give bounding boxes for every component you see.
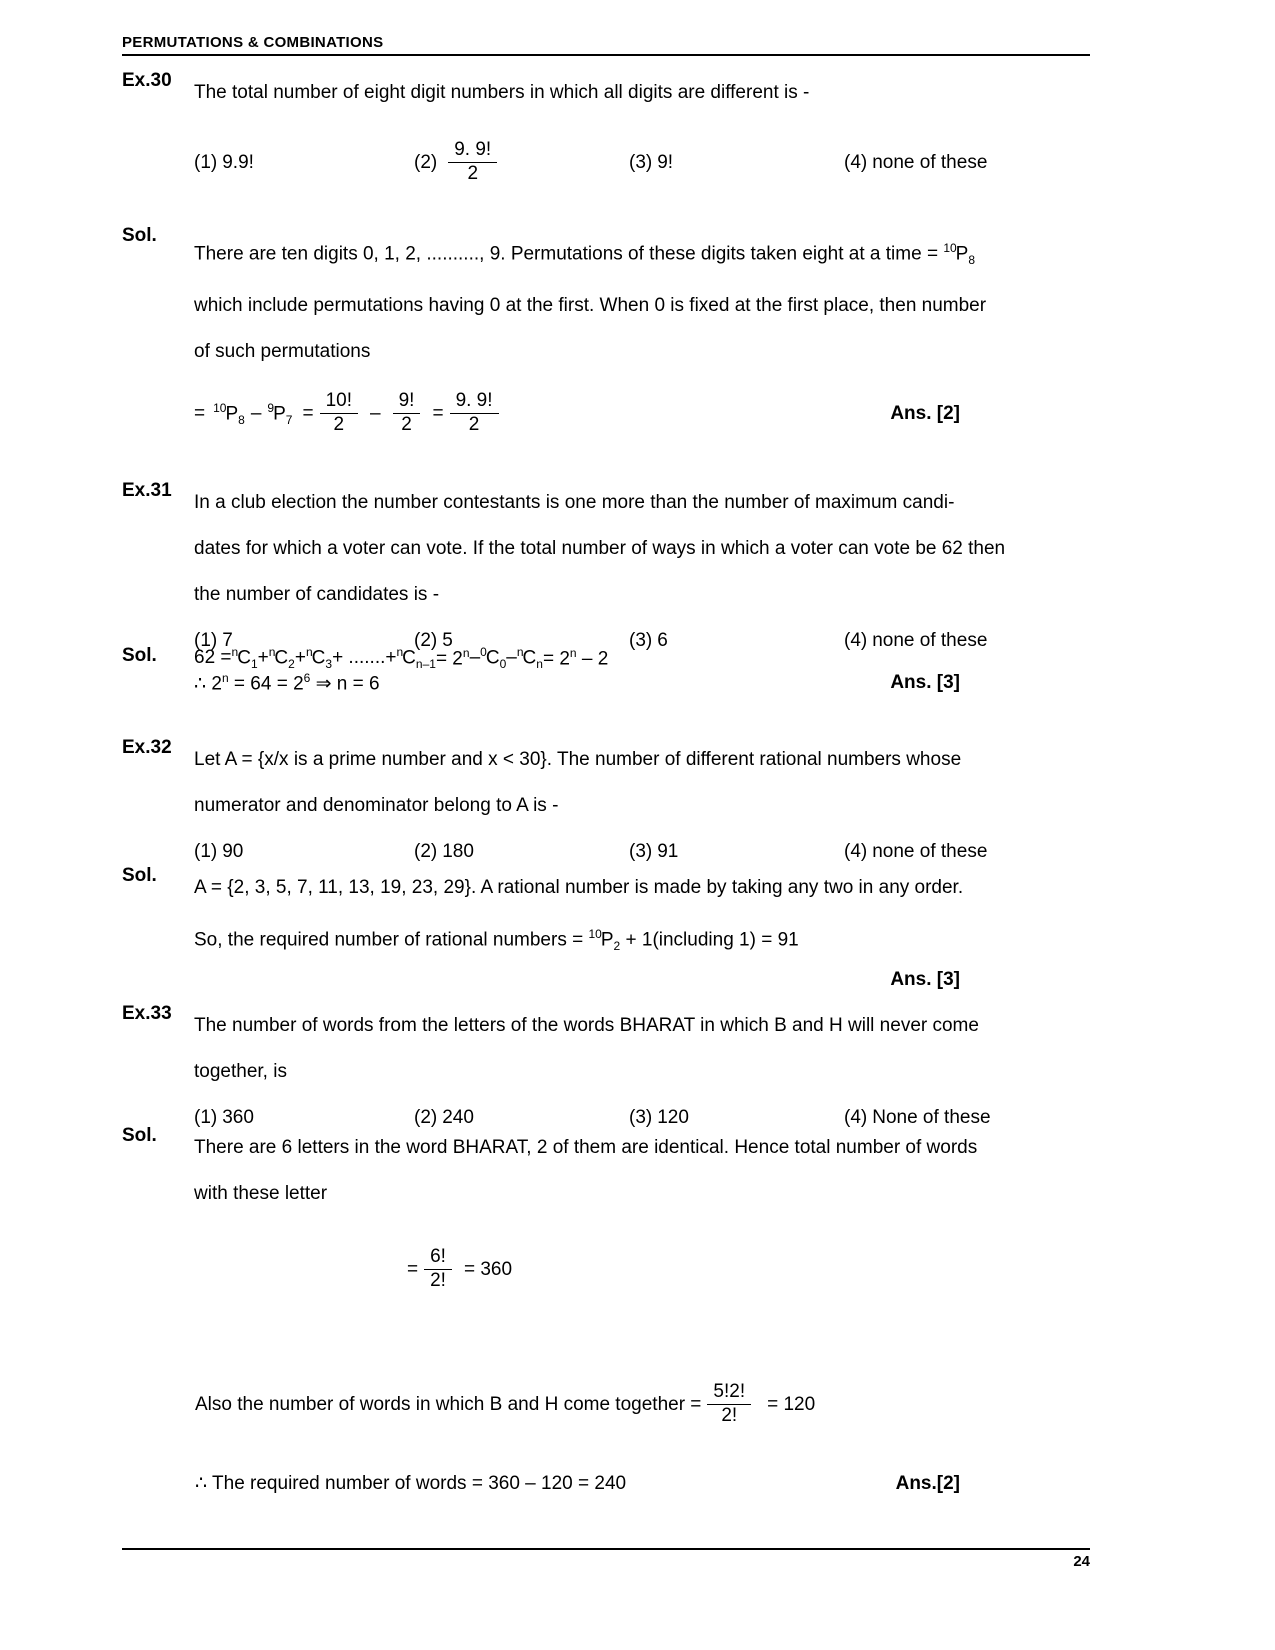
option-2-text: 5 <box>442 630 453 651</box>
option-3-text: 9! <box>657 152 674 173</box>
eq33-2-lead: Also the number of words in which B and H come together = <box>195 1394 702 1416</box>
example-30-sol-line-2: which include permutations having 0 at the first. When 0 is fixed at the first place, then number <box>194 295 987 317</box>
example-30-option-1[interactable] <box>194 140 414 186</box>
minus-1: – <box>469 647 481 669</box>
example-33-block <box>122 1003 1090 1141</box>
example-33-equation-1 <box>122 1248 1090 1292</box>
example-30-answer: Ans. [2] <box>890 403 960 425</box>
c1-subscript: 1 <box>250 657 258 672</box>
example-31-question-line-1: In a club election the number contestants is one more than the number of maximum candi- <box>194 492 955 513</box>
page-header <box>122 34 1090 56</box>
option-2-number: (2) <box>414 152 438 173</box>
example-30-option-4[interactable] <box>844 140 987 186</box>
option-1-text: 360 <box>222 1107 254 1128</box>
option-1-number: (1) <box>194 1107 218 1128</box>
p1-superscript: 10 <box>213 400 227 415</box>
eq1-tail-end: – 2 <box>576 648 609 670</box>
eq2-lead-exponent: n <box>221 671 229 686</box>
c3-symbol: C <box>311 647 326 669</box>
fraction-2-denominator: 2 <box>401 413 412 435</box>
example-33-answer: Ans.[2] <box>895 1472 960 1494</box>
eq33-2-numerator: 5!2! <box>707 1382 751 1405</box>
eq1-exponent: n <box>462 645 470 660</box>
example-33-equation-3 <box>122 1472 1090 1495</box>
p2-symbol: P <box>273 403 286 425</box>
example-30-equation <box>194 392 1090 436</box>
c6-subscript: n <box>536 657 543 672</box>
example-30-options-row <box>122 140 1090 186</box>
example-31-label: Ex.31 <box>122 480 172 501</box>
example-30-solution-block <box>122 225 1090 375</box>
option-4-text: none of these <box>872 152 988 173</box>
option-1-text: 90 <box>222 841 244 862</box>
example-31-answer: Ans. [3] <box>890 672 960 694</box>
option-3-number: (3) <box>629 1107 653 1128</box>
example-31-sol-label: Sol. <box>122 645 157 666</box>
example-33-equation-3-row <box>122 1472 1090 1495</box>
sol-32-text-b: + 1(including 1) = 91 <box>620 929 799 951</box>
eq-sign-3: = <box>432 403 444 425</box>
eq1-tail-exponent: n <box>569 645 577 660</box>
equation-fraction-2 <box>393 391 421 435</box>
option-3-number: (3) <box>629 152 653 173</box>
example-30-option-2[interactable] <box>414 140 629 186</box>
option-2-text: 240 <box>442 1107 474 1128</box>
option-1-text: 7 <box>222 630 233 651</box>
eq-sign-1: = <box>194 403 206 425</box>
solution-row-31 <box>122 645 1090 695</box>
fraction-1-numerator: 10! <box>320 391 358 414</box>
example-30-block <box>122 70 1090 116</box>
eq33-2-tail: = 120 <box>767 1394 816 1416</box>
c5-superscript: 0 <box>480 645 487 659</box>
p1-subscript: 8 <box>238 413 245 428</box>
eq33-1-tail: = 360 <box>463 1259 513 1281</box>
eq2-mid-exponent: 6 <box>303 671 311 686</box>
sol-32-text-a: So, the required number of rational numbers = <box>194 929 589 951</box>
c3-superscript: n <box>305 645 313 659</box>
example-31-block <box>122 480 1090 664</box>
example-32-sol-line-1: A = {2, 3, 5, 7, 11, 13, 19, 23, 29}. A rational number is made by taking any two in any order. <box>194 877 964 898</box>
plus-1: + <box>257 647 269 669</box>
c2-symbol: C <box>274 647 289 669</box>
option-2-number: (2) <box>414 630 438 651</box>
eq33-1-numerator: 6! <box>424 1247 452 1270</box>
solution-row-32 <box>122 865 1090 991</box>
example-32-answer: Ans. [3] <box>890 969 960 991</box>
example-30-label: Ex.30 <box>122 70 172 91</box>
option-2-fraction <box>448 140 497 184</box>
c2-subscript: 2 <box>288 657 295 672</box>
p2-superscript: 9 <box>267 400 275 415</box>
option-2-number: (2) <box>414 1107 438 1128</box>
c4-symbol: C <box>402 647 416 669</box>
option-2-denominator: 2 <box>467 162 479 184</box>
example-32-sol-line-2 <box>194 911 1090 969</box>
example-32-label: Ex.32 <box>122 737 172 758</box>
example-31-equation-1 <box>194 645 1090 671</box>
c1-superscript: n <box>231 645 239 659</box>
perm-subscript-8: 8 <box>968 253 976 268</box>
option-4-text: None of these <box>872 1107 991 1128</box>
example-31-question-line-3: the number of candidates is - <box>194 584 440 605</box>
p1-symbol: P <box>225 403 239 425</box>
equation-row-wrapper <box>122 392 1090 436</box>
option-4-number: (4) <box>844 1107 868 1128</box>
option-4-text: none of these <box>872 630 988 651</box>
sol-line-1-text: There are ten digits 0, 1, 2, .........., 9. Permutations of these digits taken eight at a time = <box>194 243 944 265</box>
c1-symbol: C <box>237 647 251 669</box>
example-33-question-line-2: together, is <box>194 1061 287 1082</box>
example-30-equation-row <box>122 392 1090 436</box>
equation-fraction-1 <box>320 391 358 435</box>
example-32-sol-label: Sol. <box>122 865 157 886</box>
minus-sign-2: – <box>370 403 381 425</box>
eq1-mid: = 2 <box>435 648 463 670</box>
eq1-lead: 62 = <box>194 647 232 669</box>
option-4-number: (4) <box>844 152 868 173</box>
perm-superscript-10: 10 <box>588 927 602 941</box>
example-30-question-text: The total number of eight digit numbers in which all digits are different is - <box>194 82 810 103</box>
plus-2: + <box>294 647 306 669</box>
minus-sign-1: – <box>250 403 262 425</box>
example-33-solution-block <box>122 1125 1090 1217</box>
option-3-text: 6 <box>657 630 668 651</box>
options-row-wrapper <box>122 140 1090 186</box>
option-3-text: 120 <box>657 1107 689 1128</box>
option-1-number: (1) <box>194 630 218 651</box>
minus-2: – <box>506 647 517 669</box>
option-3-number: (3) <box>629 841 653 862</box>
equation-33-1-fraction <box>424 1247 452 1291</box>
fraction-1-denominator: 2 <box>333 413 345 435</box>
eq-sign-2: = <box>302 403 314 425</box>
solution-row-33 <box>122 1125 1090 1217</box>
perm-subscript-2: 2 <box>613 939 621 954</box>
eq2-mid: = 64 = 2 <box>228 673 304 695</box>
example-33-question-row <box>122 1003 1090 1141</box>
option-2-number: (2) <box>414 841 438 862</box>
eq1-tail: = 2 <box>542 648 570 670</box>
header-title: PERMUTATIONS & COMBINATIONS <box>122 34 384 51</box>
solution-row <box>122 225 1090 375</box>
example-31-question-line-2: dates for which a voter can vote. If the total number of ways in which a voter can vote be 62 then <box>194 538 1006 559</box>
header-divider <box>122 54 1090 56</box>
eq33-1-sign: = <box>407 1259 419 1281</box>
page-number: 24 <box>1073 1553 1090 1570</box>
option-3-text: 91 <box>657 841 679 862</box>
example-30-question-row <box>122 70 1090 116</box>
c6-symbol: C <box>522 647 537 669</box>
example-32-block <box>122 737 1090 875</box>
p2-subscript: 7 <box>285 413 293 428</box>
example-33-sol-label: Sol. <box>122 1125 157 1146</box>
equation-fraction-3 <box>450 391 499 435</box>
c5-subscript: 0 <box>499 657 507 672</box>
c4-superscript: n <box>396 645 404 659</box>
eq33-2-denominator: 2! <box>721 1404 738 1426</box>
example-32-answer-line <box>194 969 1090 991</box>
c2-superscript: n <box>268 645 276 659</box>
example-33-label: Ex.33 <box>122 1003 172 1024</box>
example-32-question-line-1: Let A = {x/x is a prime number and x < 30}. The number of different rational numbers whose <box>194 749 962 770</box>
option-4-number: (4) <box>844 841 868 862</box>
option-1-number: (1) <box>194 841 218 862</box>
example-30-sol-label: Sol. <box>122 225 157 246</box>
example-33-equation-2-row <box>122 1383 1090 1427</box>
example-30-sol-line-3: of such permutations <box>194 341 371 363</box>
example-33-sol-line-2: with these letter <box>194 1183 328 1204</box>
example-32-question-row <box>122 737 1090 875</box>
example-33-equation-1-row <box>122 1248 1090 1292</box>
example-30-sol-line-1 <box>194 225 1090 283</box>
option-4-text: none of these <box>872 841 988 862</box>
option-2-numerator: 9. 9! <box>448 140 497 163</box>
fraction-3-numerator: 9. 9! <box>450 391 499 414</box>
example-32-solution-block <box>122 865 1090 991</box>
example-33-equation-2 <box>122 1383 1090 1427</box>
page-footer <box>122 1548 1090 1570</box>
perm-superscript-10: 10 <box>943 241 957 255</box>
c5-symbol: C <box>485 647 500 669</box>
c4-subscript: n–1 <box>415 657 436 672</box>
eq2-lead: ∴ 2 <box>194 673 222 695</box>
option-2-text: 180 <box>442 841 474 862</box>
eq33-3-text: ∴ The required number of words = 360 – 120 = 240 <box>195 1473 627 1494</box>
plus-3-dots: + .......+ <box>332 647 397 669</box>
option-3-number: (3) <box>629 630 653 651</box>
example-33-sol-line-1: There are 6 letters in the word BHARAT, 2 of them are identical. Hence total number of words <box>194 1137 978 1158</box>
example-30-option-3[interactable] <box>629 140 844 186</box>
eq2-tail: ⇒ n = 6 <box>310 673 380 695</box>
example-33-question-line-1: The number of words from the letters of the words BHARAT in which B and H will never come <box>194 1015 979 1036</box>
fraction-2-numerator: 9! <box>393 391 421 414</box>
example-31-equation-2 <box>194 671 1090 695</box>
example-31-question-row <box>122 480 1090 664</box>
example-31-solution-block <box>122 645 1090 695</box>
fraction-3-denominator: 2 <box>468 413 480 435</box>
perm-symbol-p: P <box>955 243 969 265</box>
option-1-text: 9.9! <box>222 152 254 173</box>
option-4-number: (4) <box>844 630 868 651</box>
eq33-1-denominator: 2! <box>430 1269 446 1291</box>
equation-33-2-fraction <box>707 1382 751 1426</box>
example-32-question-line-2: numerator and denominator belong to A is - <box>194 795 559 816</box>
perm-symbol-p: P <box>600 929 614 951</box>
c3-subscript: 3 <box>325 657 333 672</box>
c6-superscript: n <box>516 645 524 659</box>
option-1-number: (1) <box>194 152 218 173</box>
